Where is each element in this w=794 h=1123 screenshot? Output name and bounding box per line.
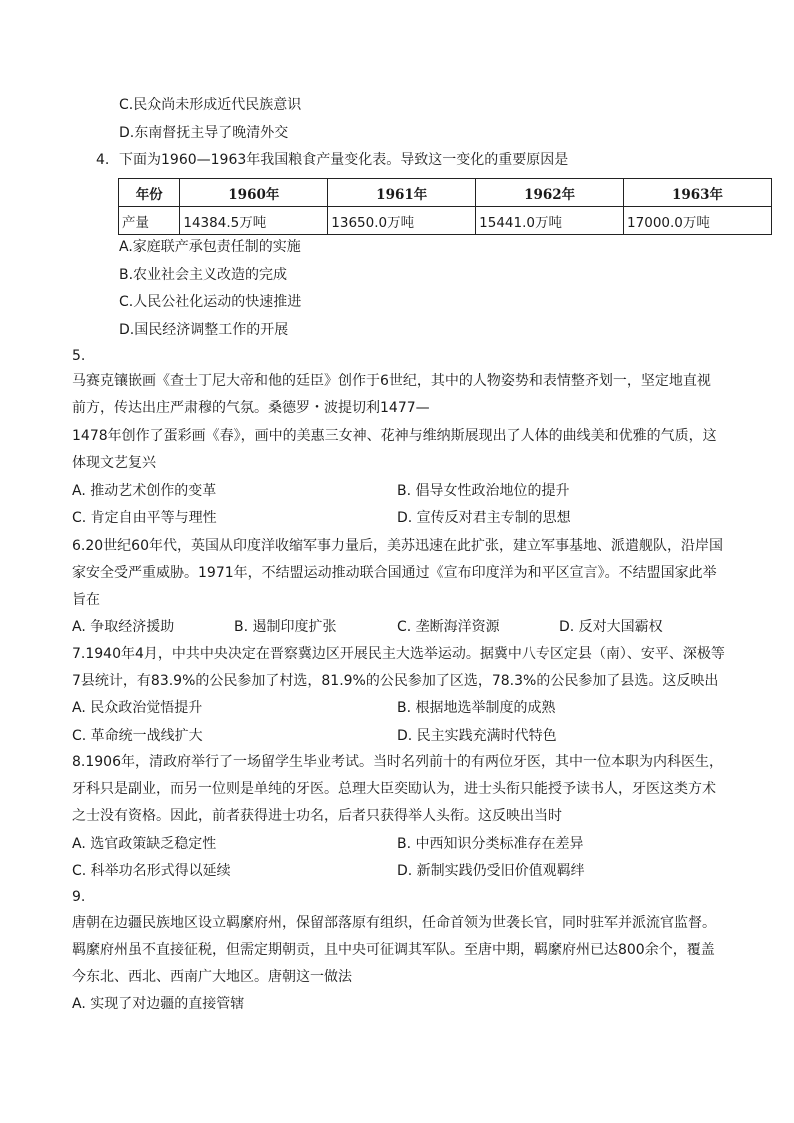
q6-option-d: D. 反对大国霸权 — [559, 619, 663, 635]
q7-option-b: B. 根据地选举制度的成熟 — [397, 700, 556, 716]
q5-number: 5. — [72, 348, 86, 364]
q6-line-3: 旨在 — [72, 592, 100, 608]
q4-option-c: C.人民公社化运动的快速推进 — [119, 294, 302, 310]
q5-option-a: A. 推动艺术创作的变革 — [72, 483, 217, 499]
q8-option-d: D. 新制实践仍受旧价值观羁绊 — [397, 863, 585, 879]
table-header-cell: 1963年 — [624, 179, 772, 207]
table-cell: 17000.0万吨 — [624, 207, 772, 235]
q7-option-d: D. 民主实践充满时代特色 — [397, 728, 557, 744]
grain-output-table — [118, 178, 772, 235]
q4-number: 4. — [96, 152, 110, 168]
q6-option-a: A. 争取经济援助 — [72, 619, 175, 635]
q8-line-1: 8.1906年，清政府举行了一场留学生毕业考试。当时名列前十的有两位牙医，其中一位本职为内科医生， — [72, 754, 723, 770]
table-cell: 15441.0万吨 — [476, 207, 624, 235]
q6-line-2: 家安全受严重威胁。1971年，不结盟运动推动联合国通过《宣布印度洋为和平区宣言》。不结盟国家此举 — [72, 565, 717, 581]
q4-stem: 下面为1960—1963年我国粮食产量变化表。导致这一变化的重要原因是 — [119, 152, 569, 168]
q5-line-3: 1478年创作了蛋彩画《春》，画中的美惠三女神、花神与维纳斯展现出了人体的曲线美和优雅的气质，这 — [72, 428, 717, 444]
q7-option-c: C. 革命统一战线扩大 — [72, 728, 203, 744]
q6-line-1: 6.20世纪60年代，英国从印度洋收缩军事力量后，美苏迅速在此扩张，建立军事基地、派遣舰队，沿岸国 — [72, 538, 723, 554]
q6-option-c: C. 垄断海洋资源 — [397, 619, 500, 635]
q8-option-b: B. 中西知识分类标准存在差异 — [397, 836, 584, 852]
table-header-cell: 年份 — [119, 179, 180, 207]
table-header-cell: 1961年 — [328, 179, 476, 207]
q7-line-2: 7县统计，有83.9%的公民参加了村选，81.9%的公民参加了区选，78.3%的公民参加了县选。这反映出 — [72, 673, 719, 689]
q8-option-c: C. 科举功名形式得以延续 — [72, 863, 231, 879]
q6-option-b: B. 遏制印度扩张 — [234, 619, 337, 635]
table-cell: 13650.0万吨 — [328, 207, 476, 235]
q3-option-c: C.民众尚未形成近代民族意识 — [119, 97, 302, 113]
q7-option-a: A. 民众政治觉悟提升 — [72, 700, 203, 716]
q3-option-d: D.东南督抚主导了晚清外交 — [119, 125, 289, 141]
q9-line-2: 羁縻府州虽不直接征税，但需定期朝贡，且中央可征调其军队。至唐中期，羁縻府州已达800余个，覆盖 — [72, 942, 715, 958]
q9-option-a: A. 实现了对边疆的直接管辖 — [72, 996, 245, 1012]
q4-option-d: D.国民经济调整工作的开展 — [119, 322, 289, 338]
q8-line-2: 牙科只是副业，而另一位则是单纯的牙医。总理大臣奕劻认为，进士头衔只能授予读书人，牙医这类方术 — [72, 781, 716, 797]
q7-line-1: 7.1940年4月，中共中央决定在晋察冀边区开展民主大选举运动。据冀中八专区定县（南）、安平、深极等 — [72, 646, 725, 662]
q8-line-3: 之士没有资格。因此，前者获得进士功名，后者只获得举人头衔。这反映出当时 — [72, 808, 562, 824]
q8-option-a: A. 选官政策缺乏稳定性 — [72, 836, 217, 852]
table-cell: 14384.5万吨 — [180, 207, 328, 235]
table-header-cell: 1960年 — [180, 179, 328, 207]
q5-line-1: 马赛克镶嵌画《查士丁尼大帝和他的廷臣》创作于6世纪，其中的人物姿势和表情整齐划一，坚定地直视 — [72, 373, 711, 389]
table-header-row — [119, 179, 772, 207]
q9-line-3: 今东北、西北、西南广大地区。唐朝这一做法 — [72, 969, 352, 985]
table-row — [119, 207, 772, 235]
q5-option-b: B. 倡导女性政治地位的提升 — [397, 483, 570, 499]
q5-line-4: 体现文艺复兴 — [72, 455, 156, 471]
table-header-cell: 1962年 — [476, 179, 624, 207]
q5-line-2: 前方，传达出庄严肃穆的气氛。桑德罗・波提切利1477— — [72, 400, 430, 416]
q9-line-1: 唐朝在边疆民族地区设立羁縻府州，保留部落原有组织，任命首领为世袭长官，同时驻军并派流官监督。 — [72, 915, 716, 931]
q9-number: 9. — [72, 889, 86, 905]
q5-option-d: D. 宣传反对君主专制的思想 — [397, 510, 571, 526]
table-row-label: 产量 — [119, 207, 180, 235]
q4-option-b: B.农业社会主义改造的完成 — [119, 267, 288, 283]
q4-option-a: A.家庭联产承包责任制的实施 — [119, 239, 301, 255]
q5-option-c: C. 肯定自由平等与理性 — [72, 510, 217, 526]
